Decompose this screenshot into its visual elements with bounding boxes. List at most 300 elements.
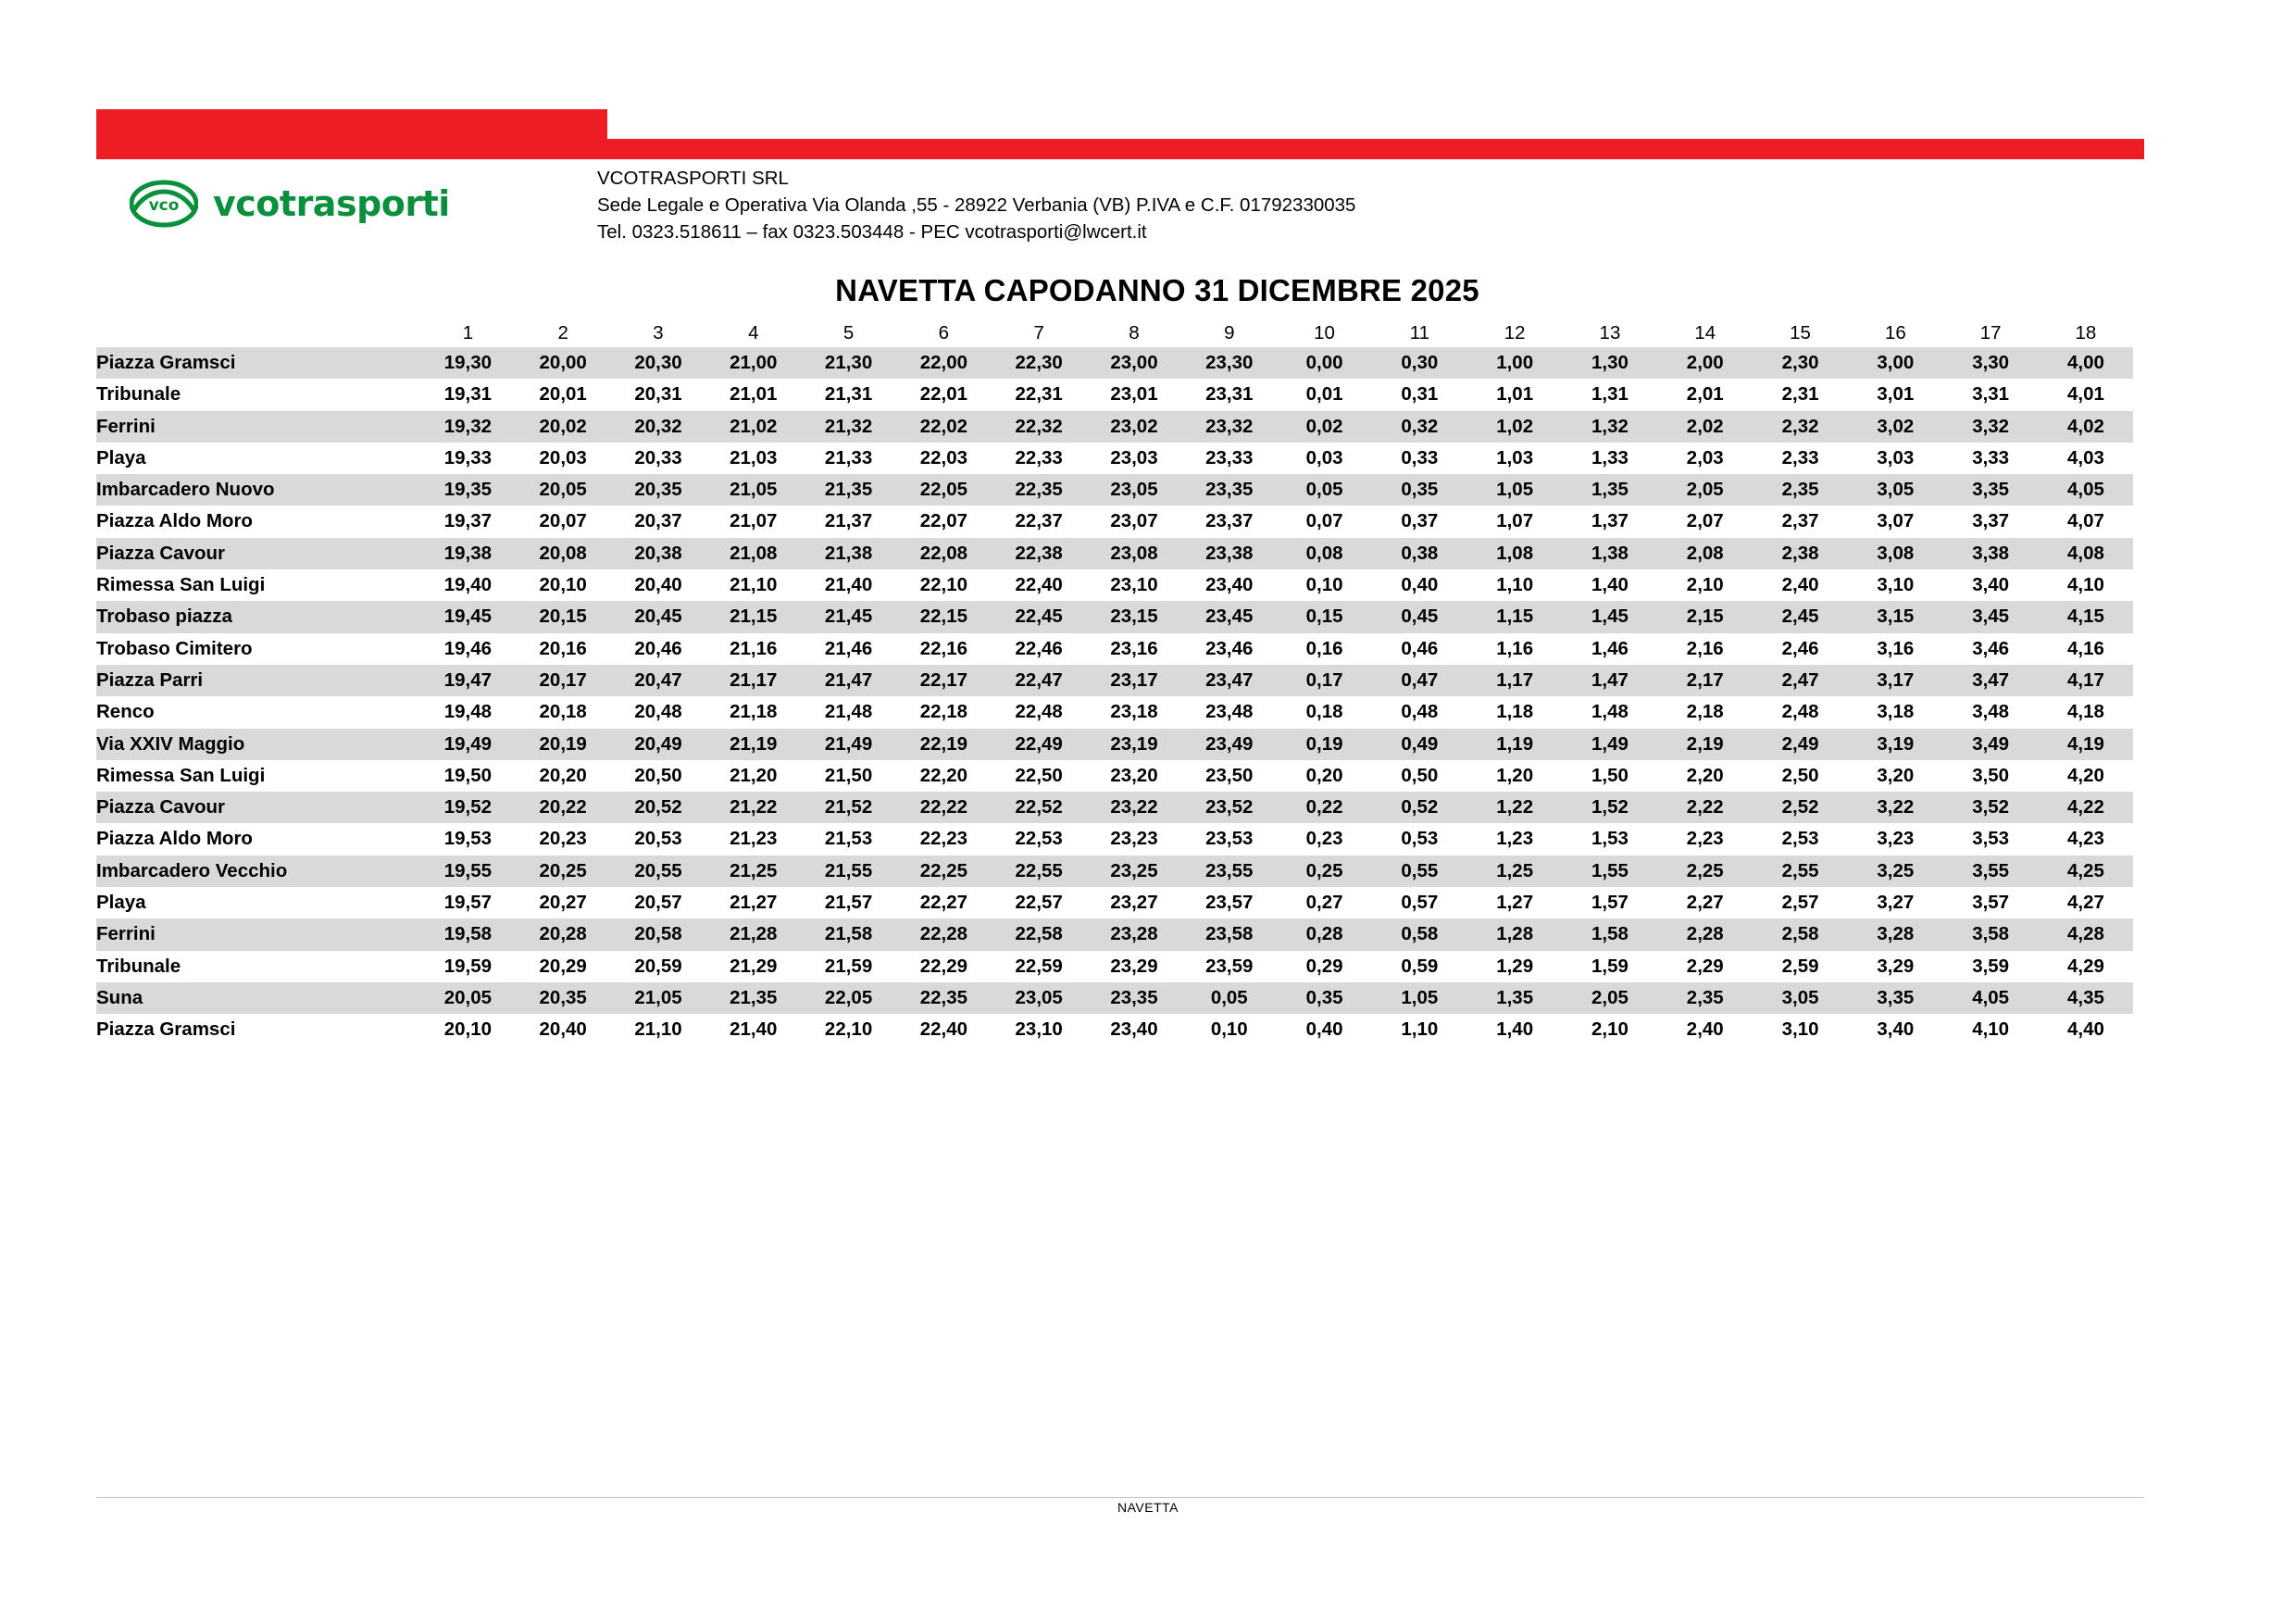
- table-row: [96, 918, 2133, 950]
- departure-time-cell: 1,17: [1467, 665, 1563, 696]
- departure-time-cell: 22,55: [992, 856, 1087, 887]
- departure-time-cell: 22,19: [896, 729, 992, 760]
- table-row: [96, 856, 2133, 887]
- departure-time-cell: 23,37: [1181, 506, 1277, 537]
- departure-time-cell: 20,35: [611, 474, 706, 506]
- departure-time-cell: 0,58: [1372, 918, 1467, 950]
- departure-time-cell: 1,30: [1563, 347, 1658, 379]
- departure-time-cell: 2,17: [1657, 665, 1753, 696]
- departure-time-cell: 3,15: [1848, 601, 1943, 632]
- departure-time-cell: 2,30: [1753, 347, 1848, 379]
- departure-time-cell: 0,16: [1277, 633, 1372, 665]
- departure-time-cell: 21,31: [801, 379, 896, 410]
- departure-time-cell: 1,01: [1467, 379, 1563, 410]
- departure-time-cell: 1,57: [1563, 887, 1658, 918]
- departure-time-cell: 22,08: [896, 538, 992, 569]
- column-header-run-13: 13: [1563, 319, 1658, 347]
- vco-logo-icon: [130, 176, 198, 231]
- departure-time-cell: 22,00: [896, 347, 992, 379]
- departure-time-cell: 0,15: [1277, 601, 1372, 632]
- column-header-run-2: 2: [516, 319, 611, 347]
- departure-time-cell: 1,38: [1563, 538, 1658, 569]
- stop-name-cell: Ferrini: [96, 918, 420, 950]
- departure-time-cell: 1,32: [1563, 411, 1658, 443]
- departure-time-cell: 21,40: [705, 1014, 801, 1045]
- departure-time-cell: 1,25: [1467, 856, 1563, 887]
- departure-time-cell: 2,53: [1753, 823, 1848, 855]
- stop-name-cell: Piazza Gramsci: [96, 347, 420, 379]
- departure-time-cell: 23,23: [1087, 823, 1182, 855]
- stop-name-cell: Trobaso Cimitero: [96, 633, 420, 665]
- departure-time-cell: 1,28: [1467, 918, 1563, 950]
- departure-time-cell: 0,10: [1277, 569, 1372, 601]
- departure-time-cell: 1,53: [1563, 823, 1658, 855]
- departure-time-cell: 23,38: [1181, 538, 1277, 569]
- departure-time-cell: 23,00: [1087, 347, 1182, 379]
- departure-time-cell: 19,58: [420, 918, 516, 950]
- table-row: [96, 474, 2133, 506]
- departure-time-cell: 3,25: [1848, 856, 1943, 887]
- departure-time-cell: 20,32: [611, 411, 706, 443]
- stop-name-cell: Piazza Gramsci: [96, 1014, 420, 1045]
- departure-time-cell: 21,57: [801, 887, 896, 918]
- departure-time-cell: 2,40: [1753, 569, 1848, 601]
- departure-time-cell: 20,17: [516, 665, 611, 696]
- departure-time-cell: 22,37: [992, 506, 1087, 537]
- departure-time-cell: 2,16: [1657, 633, 1753, 665]
- departure-time-cell: 20,27: [516, 887, 611, 918]
- departure-time-cell: 4,01: [2039, 379, 2134, 410]
- table-row: [96, 411, 2133, 443]
- departure-time-cell: 2,37: [1753, 506, 1848, 537]
- column-header-run-14: 14: [1657, 319, 1753, 347]
- departure-time-cell: 2,20: [1657, 760, 1753, 792]
- departure-time-cell: 2,27: [1657, 887, 1753, 918]
- stop-name-cell: Tribunale: [96, 951, 420, 982]
- departure-time-cell: 23,32: [1181, 411, 1277, 443]
- departure-time-cell: 0,19: [1277, 729, 1372, 760]
- departure-time-cell: 1,22: [1467, 792, 1563, 823]
- departure-time-cell: 3,40: [1943, 569, 2039, 601]
- departure-time-cell: 4,08: [2039, 538, 2134, 569]
- footer-divider: [96, 1497, 2144, 1498]
- table-row: [96, 760, 2133, 792]
- departure-time-cell: 3,30: [1943, 347, 2039, 379]
- departure-time-cell: 21,22: [705, 792, 801, 823]
- departure-time-cell: 21,23: [705, 823, 801, 855]
- column-header-run-4: 4: [705, 319, 801, 347]
- departure-time-cell: 21,55: [801, 856, 896, 887]
- departure-time-cell: 21,02: [705, 411, 801, 443]
- departure-time-cell: 3,23: [1848, 823, 1943, 855]
- departure-time-cell: 19,57: [420, 887, 516, 918]
- departure-time-cell: 21,05: [705, 474, 801, 506]
- departure-time-cell: 23,40: [1087, 1014, 1182, 1045]
- company-info-block: [597, 165, 1355, 245]
- departure-time-cell: 20,28: [516, 918, 611, 950]
- departure-time-cell: 2,05: [1657, 474, 1753, 506]
- stop-name-cell: Rimessa San Luigi: [96, 760, 420, 792]
- departure-time-cell: 0,33: [1372, 443, 1467, 474]
- departure-time-cell: 2,58: [1753, 918, 1848, 950]
- departure-time-cell: 20,00: [516, 347, 611, 379]
- departure-time-cell: 3,18: [1848, 696, 1943, 728]
- table-row: [96, 347, 2133, 379]
- departure-time-cell: 19,59: [420, 951, 516, 982]
- timetable-container: [96, 319, 2133, 1046]
- departure-time-cell: 19,46: [420, 633, 516, 665]
- departure-time-cell: 23,15: [1087, 601, 1182, 632]
- departure-time-cell: 1,50: [1563, 760, 1658, 792]
- departure-time-cell: 2,52: [1753, 792, 1848, 823]
- departure-time-cell: 3,02: [1848, 411, 1943, 443]
- departure-time-cell: 3,20: [1848, 760, 1943, 792]
- departure-time-cell: 3,28: [1848, 918, 1943, 950]
- departure-time-cell: 0,40: [1277, 1014, 1372, 1045]
- stop-name-cell: Imbarcadero Nuovo: [96, 474, 420, 506]
- departure-time-cell: 22,16: [896, 633, 992, 665]
- departure-time-cell: 21,27: [705, 887, 801, 918]
- departure-time-cell: 3,05: [1753, 982, 1848, 1014]
- departure-time-cell: 3,07: [1848, 506, 1943, 537]
- departure-time-cell: 4,19: [2039, 729, 2134, 760]
- departure-time-cell: 0,27: [1277, 887, 1372, 918]
- departure-time-cell: 2,59: [1753, 951, 1848, 982]
- departure-time-cell: 19,50: [420, 760, 516, 792]
- departure-time-cell: 0,05: [1181, 982, 1277, 1014]
- departure-time-cell: 3,00: [1848, 347, 1943, 379]
- departure-time-cell: 21,48: [801, 696, 896, 728]
- stop-name-cell: Piazza Cavour: [96, 792, 420, 823]
- departure-time-cell: 23,30: [1181, 347, 1277, 379]
- departure-time-cell: 0,02: [1277, 411, 1372, 443]
- departure-time-cell: 0,03: [1277, 443, 1372, 474]
- departure-time-cell: 20,10: [516, 569, 611, 601]
- departure-time-cell: 0,10: [1181, 1014, 1277, 1045]
- departure-time-cell: 19,37: [420, 506, 516, 537]
- departure-time-cell: 20,31: [611, 379, 706, 410]
- departure-time-cell: 21,59: [801, 951, 896, 982]
- departure-time-cell: 23,07: [1087, 506, 1182, 537]
- departure-time-cell: 0,47: [1372, 665, 1467, 696]
- departure-time-cell: 2,10: [1563, 1014, 1658, 1045]
- departure-time-cell: 19,32: [420, 411, 516, 443]
- departure-time-cell: 19,30: [420, 347, 516, 379]
- departure-time-cell: 22,53: [992, 823, 1087, 855]
- departure-time-cell: 1,08: [1467, 538, 1563, 569]
- departure-time-cell: 22,28: [896, 918, 992, 950]
- departure-time-cell: 2,45: [1753, 601, 1848, 632]
- departure-time-cell: 0,52: [1372, 792, 1467, 823]
- company-address: Sede Legale e Operativa Via Olanda ,55 - 28922 Verbania (VB) P.IVA e C.F. 01792330035: [597, 194, 1356, 217]
- table-row: [96, 633, 2133, 665]
- table-row: [96, 538, 2133, 569]
- departure-time-cell: 2,19: [1657, 729, 1753, 760]
- table-row: [96, 665, 2133, 696]
- departure-time-cell: 3,33: [1943, 443, 2039, 474]
- departure-time-cell: 2,32: [1753, 411, 1848, 443]
- departure-time-cell: 0,40: [1372, 569, 1467, 601]
- departure-time-cell: 22,38: [992, 538, 1087, 569]
- departure-time-cell: 3,08: [1848, 538, 1943, 569]
- stop-name-cell: Piazza Cavour: [96, 538, 420, 569]
- departure-time-cell: 21,20: [705, 760, 801, 792]
- column-header-run-15: 15: [1753, 319, 1848, 347]
- departure-time-cell: 4,23: [2039, 823, 2134, 855]
- departure-time-cell: 2,01: [1657, 379, 1753, 410]
- departure-time-cell: 23,28: [1087, 918, 1182, 950]
- departure-time-cell: 4,00: [2039, 347, 2134, 379]
- departure-time-cell: 21,50: [801, 760, 896, 792]
- departure-time-cell: 20,40: [611, 569, 706, 601]
- departure-time-cell: 23,05: [1087, 474, 1182, 506]
- departure-time-cell: 22,32: [992, 411, 1087, 443]
- departure-time-cell: 23,45: [1181, 601, 1277, 632]
- departure-time-cell: 20,59: [611, 951, 706, 982]
- departure-time-cell: 19,49: [420, 729, 516, 760]
- departure-time-cell: 22,50: [992, 760, 1087, 792]
- table-row: [96, 823, 2133, 855]
- departure-time-cell: 20,49: [611, 729, 706, 760]
- departure-time-cell: 1,59: [1563, 951, 1658, 982]
- departure-time-cell: 1,40: [1467, 1014, 1563, 1045]
- logo-wordmark: vcotrasporti: [213, 183, 450, 224]
- departure-time-cell: 22,46: [992, 633, 1087, 665]
- departure-time-cell: 20,37: [611, 506, 706, 537]
- departure-time-cell: 1,46: [1563, 633, 1658, 665]
- header-accent-band-bottom: [96, 139, 2144, 159]
- table-row: [96, 951, 2133, 982]
- departure-time-cell: 20,05: [420, 982, 516, 1014]
- departure-time-cell: 21,53: [801, 823, 896, 855]
- departure-time-cell: 23,10: [1087, 569, 1182, 601]
- departure-time-cell: 20,18: [516, 696, 611, 728]
- departure-time-cell: 20,07: [516, 506, 611, 537]
- departure-time-cell: 22,45: [992, 601, 1087, 632]
- departure-time-cell: 19,52: [420, 792, 516, 823]
- departure-time-cell: 4,15: [2039, 601, 2134, 632]
- departure-time-cell: 22,23: [896, 823, 992, 855]
- departure-time-cell: 20,10: [420, 1014, 516, 1045]
- departure-time-cell: 22,49: [992, 729, 1087, 760]
- company-contacts: Tel. 0323.518611 – fax 0323.503448 - PEC vcotrasporti@lwcert.it: [597, 221, 1147, 244]
- departure-time-cell: 20,15: [516, 601, 611, 632]
- departure-time-cell: 23,40: [1181, 569, 1277, 601]
- departure-time-cell: 2,49: [1753, 729, 1848, 760]
- departure-time-cell: 3,22: [1848, 792, 1943, 823]
- departure-time-cell: 20,29: [516, 951, 611, 982]
- departure-time-cell: 21,30: [801, 347, 896, 379]
- departure-time-cell: 20,55: [611, 856, 706, 887]
- departure-time-cell: 2,00: [1657, 347, 1753, 379]
- departure-time-cell: 2,50: [1753, 760, 1848, 792]
- departure-time-cell: 22,47: [992, 665, 1087, 696]
- departure-time-cell: 2,40: [1657, 1014, 1753, 1045]
- departure-time-cell: 21,52: [801, 792, 896, 823]
- departure-time-cell: 1,47: [1563, 665, 1658, 696]
- departure-time-cell: 3,46: [1943, 633, 2039, 665]
- departure-time-cell: 1,16: [1467, 633, 1563, 665]
- departure-time-cell: 22,30: [992, 347, 1087, 379]
- departure-time-cell: 2,08: [1657, 538, 1753, 569]
- departure-time-cell: 21,10: [611, 1014, 706, 1045]
- departure-time-cell: 4,07: [2039, 506, 2134, 537]
- departure-time-cell: 23,53: [1181, 823, 1277, 855]
- departure-time-cell: 22,29: [896, 951, 992, 982]
- departure-time-cell: 20,08: [516, 538, 611, 569]
- departure-time-cell: 2,29: [1657, 951, 1753, 982]
- departure-time-cell: 0,08: [1277, 538, 1372, 569]
- column-header-run-7: 7: [992, 319, 1087, 347]
- departure-time-cell: 1,58: [1563, 918, 1658, 950]
- departure-time-cell: 0,35: [1277, 982, 1372, 1014]
- departure-time-cell: 2,47: [1753, 665, 1848, 696]
- stop-name-cell: Piazza Parri: [96, 665, 420, 696]
- departure-time-cell: 3,37: [1943, 506, 2039, 537]
- departure-time-cell: 3,58: [1943, 918, 2039, 950]
- departure-time-cell: 22,25: [896, 856, 992, 887]
- departure-time-cell: 23,29: [1087, 951, 1182, 982]
- departure-time-cell: 20,05: [516, 474, 611, 506]
- departure-time-cell: 3,29: [1848, 951, 1943, 982]
- departure-time-cell: 21,49: [801, 729, 896, 760]
- departure-time-cell: 4,16: [2039, 633, 2134, 665]
- departure-time-cell: 20,35: [516, 982, 611, 1014]
- departure-time-cell: 0,18: [1277, 696, 1372, 728]
- departure-time-cell: 21,35: [705, 982, 801, 1014]
- stop-name-cell: Imbarcadero Vecchio: [96, 856, 420, 887]
- departure-time-cell: 2,03: [1657, 443, 1753, 474]
- departure-time-cell: 21,08: [705, 538, 801, 569]
- departure-time-cell: 1,23: [1467, 823, 1563, 855]
- table-row: [96, 443, 2133, 474]
- departure-time-cell: 20,45: [611, 601, 706, 632]
- departure-time-cell: 0,57: [1372, 887, 1467, 918]
- departure-time-cell: 0,00: [1277, 347, 1372, 379]
- departure-time-cell: 1,20: [1467, 760, 1563, 792]
- departure-time-cell: 22,18: [896, 696, 992, 728]
- departure-time-cell: 0,48: [1372, 696, 1467, 728]
- departure-time-cell: 22,01: [896, 379, 992, 410]
- stop-name-cell: Piazza Aldo Moro: [96, 506, 420, 537]
- departure-time-cell: 22,10: [801, 1014, 896, 1045]
- departure-time-cell: 3,10: [1753, 1014, 1848, 1045]
- departure-time-cell: 2,33: [1753, 443, 1848, 474]
- departure-time-cell: 1,48: [1563, 696, 1658, 728]
- departure-time-cell: 23,25: [1087, 856, 1182, 887]
- column-header-run-17: 17: [1943, 319, 2039, 347]
- departure-time-cell: 20,38: [611, 538, 706, 569]
- departure-time-cell: 21,05: [611, 982, 706, 1014]
- departure-time-cell: 0,55: [1372, 856, 1467, 887]
- departure-time-cell: 0,50: [1372, 760, 1467, 792]
- departure-time-cell: 4,03: [2039, 443, 2134, 474]
- departure-time-cell: 4,18: [2039, 696, 2134, 728]
- departure-time-cell: 0,29: [1277, 951, 1372, 982]
- departure-time-cell: 19,38: [420, 538, 516, 569]
- departure-time-cell: 22,20: [896, 760, 992, 792]
- departure-time-cell: 23,02: [1087, 411, 1182, 443]
- page-title-text: NAVETTA CAPODANNO 31 DICEMBRE 2025: [835, 273, 1479, 307]
- departure-time-cell: 22,27: [896, 887, 992, 918]
- departure-time-cell: 1,05: [1467, 474, 1563, 506]
- departure-time-cell: 3,10: [1848, 569, 1943, 601]
- departure-time-cell: 21,40: [801, 569, 896, 601]
- departure-time-cell: 22,22: [896, 792, 992, 823]
- departure-time-cell: 22,57: [992, 887, 1087, 918]
- departure-time-cell: 3,47: [1943, 665, 2039, 696]
- svg-text:vco: vco: [148, 196, 180, 215]
- departure-time-cell: 3,35: [1848, 982, 1943, 1014]
- departure-time-cell: 21,25: [705, 856, 801, 887]
- departure-time-cell: 21,03: [705, 443, 801, 474]
- departure-time-cell: 3,03: [1848, 443, 1943, 474]
- departure-time-cell: 0,25: [1277, 856, 1372, 887]
- departure-time-cell: 21,38: [801, 538, 896, 569]
- departure-time-cell: 0,38: [1372, 538, 1467, 569]
- table-row: [96, 887, 2133, 918]
- departure-time-cell: 3,31: [1943, 379, 2039, 410]
- departure-time-cell: 21,19: [705, 729, 801, 760]
- departure-time-cell: 1,15: [1467, 601, 1563, 632]
- departure-time-cell: 22,07: [896, 506, 992, 537]
- departure-time-cell: 22,05: [801, 982, 896, 1014]
- departure-time-cell: 0,23: [1277, 823, 1372, 855]
- departure-time-cell: 0,49: [1372, 729, 1467, 760]
- column-header-run-12: 12: [1467, 319, 1563, 347]
- departure-time-cell: 1,52: [1563, 792, 1658, 823]
- column-header-run-1: 1: [420, 319, 516, 347]
- departure-time-cell: 22,59: [992, 951, 1087, 982]
- column-header-run-6: 6: [896, 319, 992, 347]
- departure-time-cell: 20,20: [516, 760, 611, 792]
- departure-time-cell: 1,49: [1563, 729, 1658, 760]
- table-row: [96, 982, 2133, 1014]
- departure-time-cell: 21,45: [801, 601, 896, 632]
- departure-time-cell: 1,27: [1467, 887, 1563, 918]
- stop-name-cell: Ferrini: [96, 411, 420, 443]
- departure-time-cell: 1,40: [1563, 569, 1658, 601]
- departure-time-cell: 0,46: [1372, 633, 1467, 665]
- departure-time-cell: 2,02: [1657, 411, 1753, 443]
- departure-time-cell: 21,07: [705, 506, 801, 537]
- departure-time-cell: 21,32: [801, 411, 896, 443]
- departure-time-cell: 20,25: [516, 856, 611, 887]
- timetable-body: [96, 347, 2133, 1046]
- departure-time-cell: 21,28: [705, 918, 801, 950]
- departure-time-cell: 23,22: [1087, 792, 1182, 823]
- departure-time-cell: 4,22: [2039, 792, 2134, 823]
- departure-time-cell: 22,35: [992, 474, 1087, 506]
- departure-time-cell: 1,10: [1372, 1014, 1467, 1045]
- column-header-run-8: 8: [1087, 319, 1182, 347]
- departure-time-cell: 3,16: [1848, 633, 1943, 665]
- departure-time-cell: 2,15: [1657, 601, 1753, 632]
- departure-time-cell: 21,10: [705, 569, 801, 601]
- departure-time-cell: 20,40: [516, 1014, 611, 1045]
- departure-time-cell: 1,05: [1372, 982, 1467, 1014]
- departure-time-cell: 3,53: [1943, 823, 2039, 855]
- departure-time-cell: 20,03: [516, 443, 611, 474]
- departure-time-cell: 4,17: [2039, 665, 2134, 696]
- departure-time-cell: 2,55: [1753, 856, 1848, 887]
- departure-time-cell: 2,25: [1657, 856, 1753, 887]
- departure-time-cell: 22,03: [896, 443, 992, 474]
- table-row: [96, 379, 2133, 410]
- departure-time-cell: 0,53: [1372, 823, 1467, 855]
- departure-time-cell: 22,58: [992, 918, 1087, 950]
- departure-time-cell: 21,46: [801, 633, 896, 665]
